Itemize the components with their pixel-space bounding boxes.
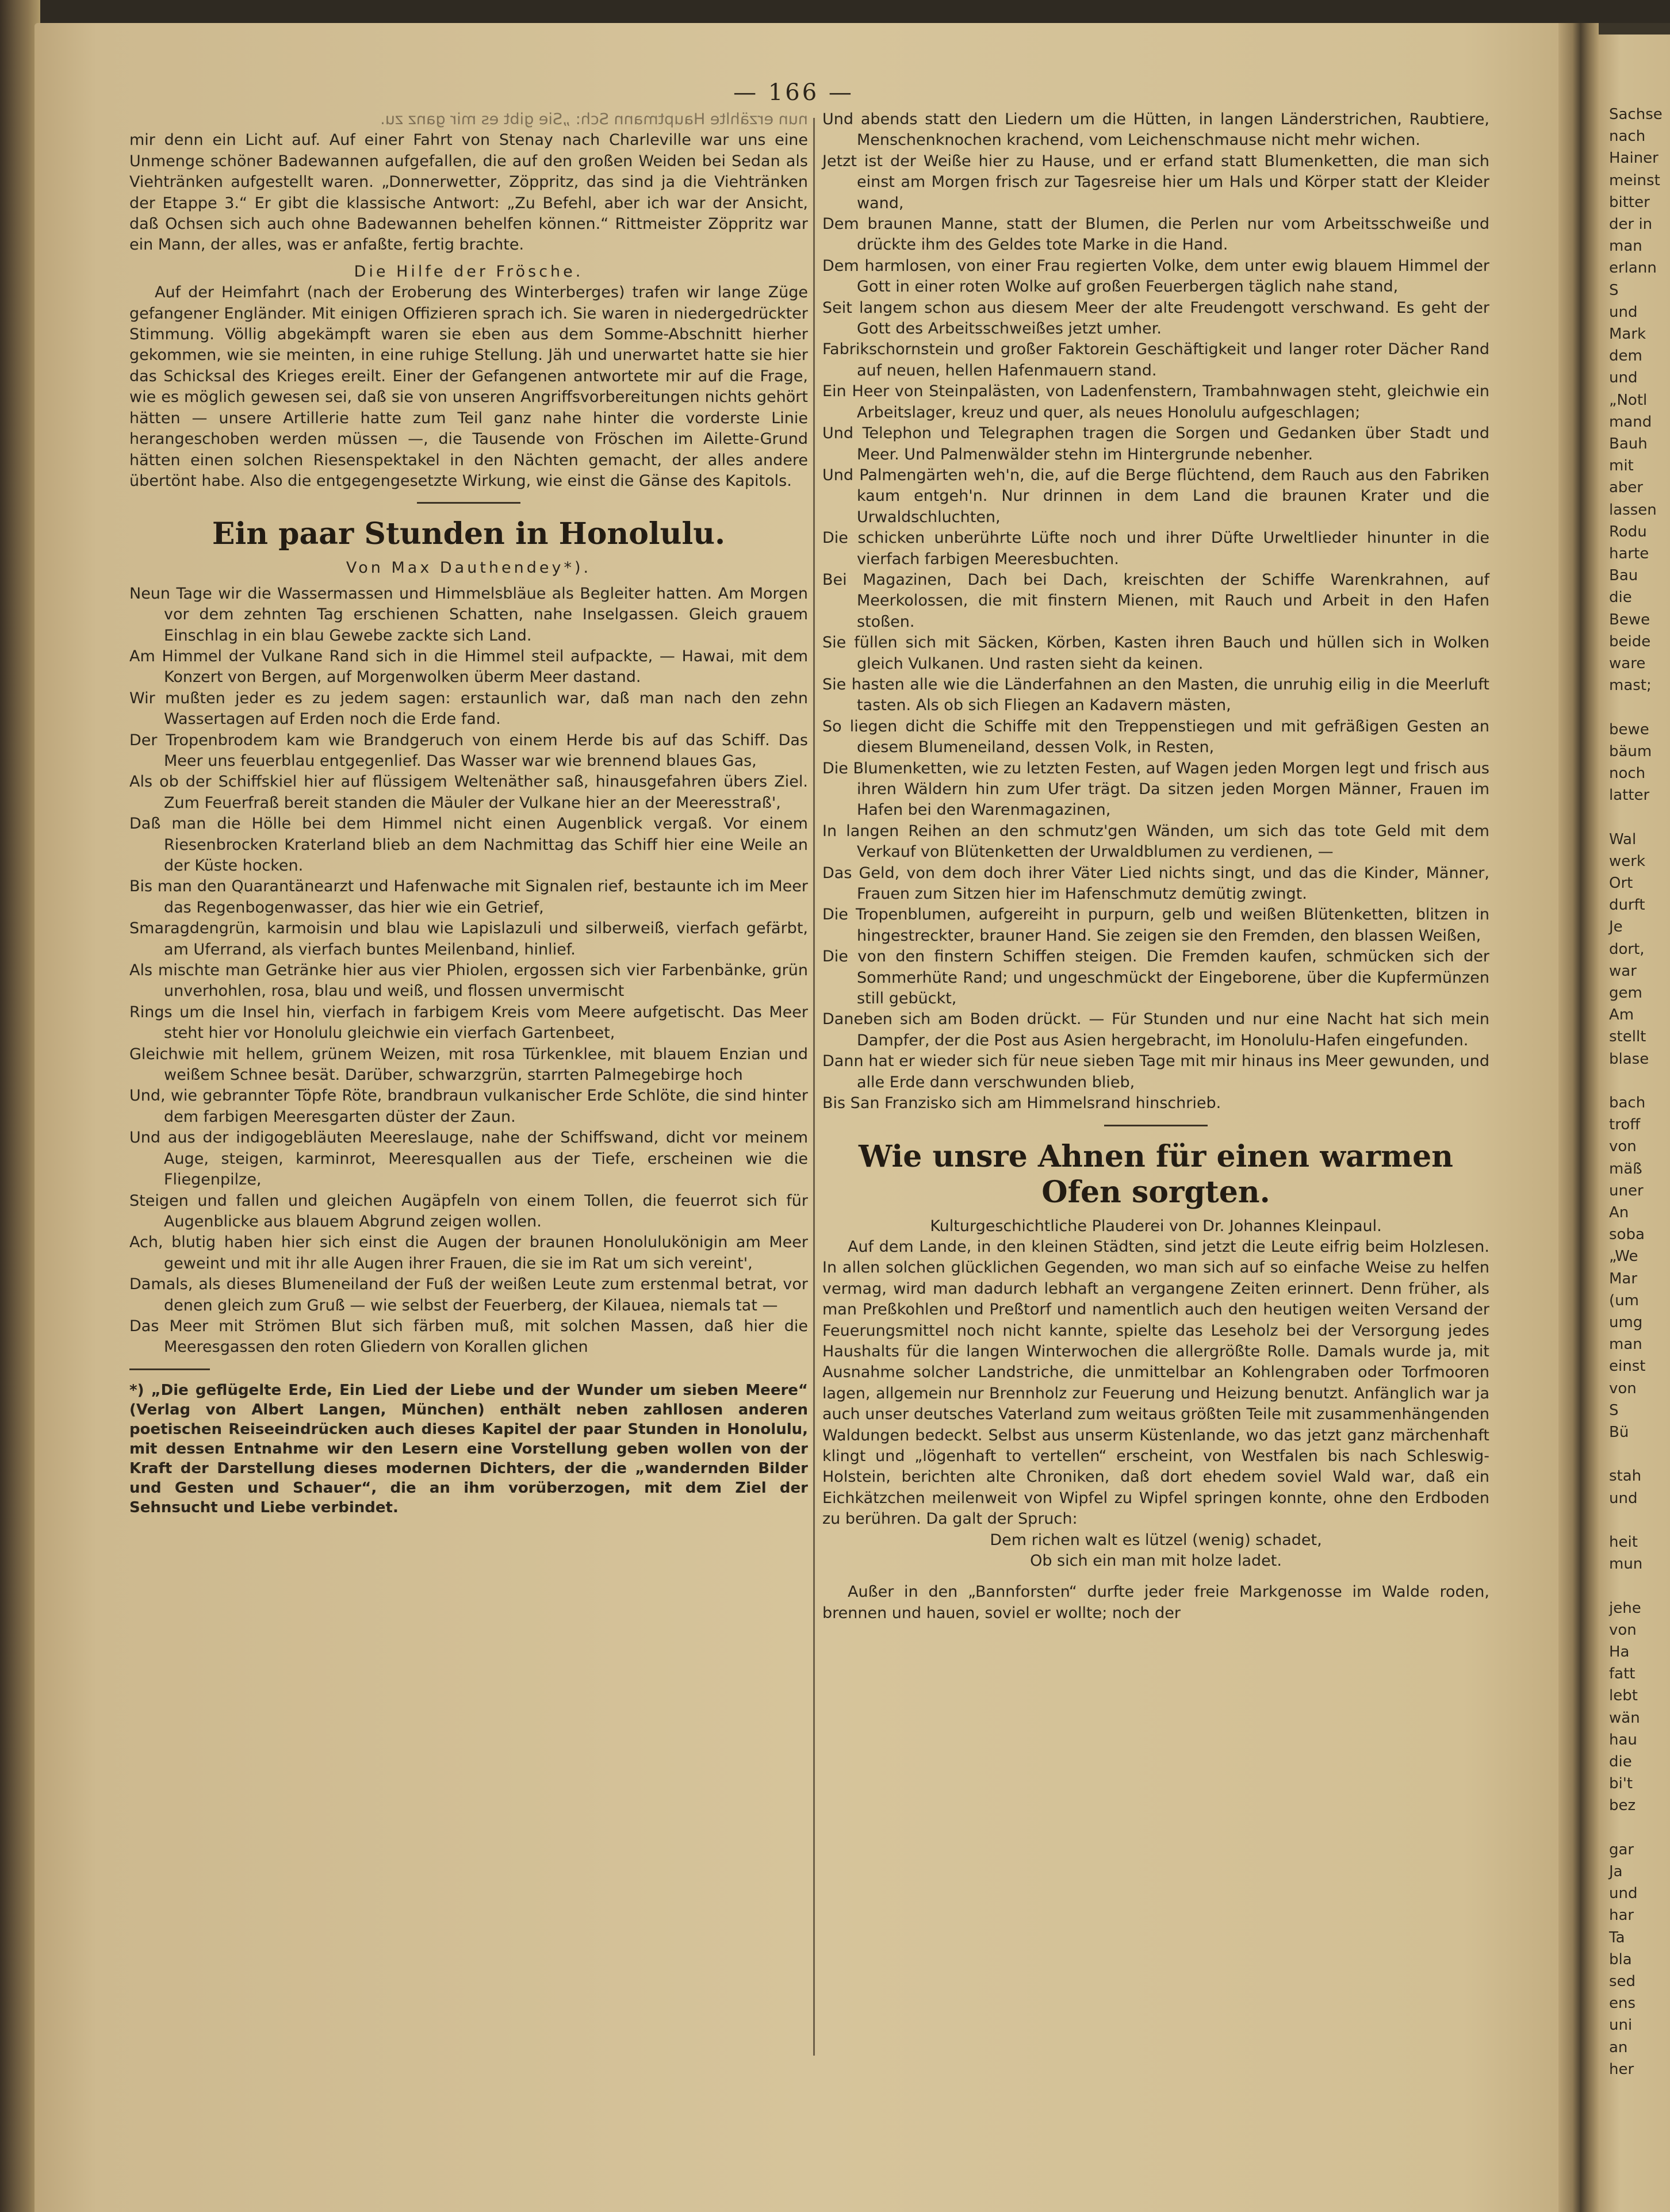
poem-stanza: Wir mußten jeder es zu jedem sagen: erstaunlich war, daß man nach den zehn Wassertagen auf Erden noch die Erde fand. <box>129 689 808 729</box>
next-page-fragment: man <box>1609 1336 1642 1354</box>
next-page-fragment: blase <box>1609 1050 1649 1068</box>
column-divider <box>813 118 815 2056</box>
next-page-fragment: Hainer <box>1609 149 1658 167</box>
poem-stanza: Dem harmlosen, von einer Frau regierten Volke, dem unter ewig blauem Himmel der Gott in einer roten Wolke auf großen Feuerbergen täglich nahe stand, <box>822 256 1489 296</box>
next-page-fragment: „We <box>1609 1248 1638 1266</box>
next-page-fragment: (um <box>1609 1291 1639 1309</box>
next-page-fragment: von <box>1609 1379 1637 1397</box>
poem-stanza: Die schicken unberührte Lüfte noch und ihrer Düfte Urweltlieder hinunter in die vierfach farbigen Meeresbuchten. <box>822 529 1489 568</box>
next-page-fragment: bla <box>1609 1950 1632 1968</box>
next-page-fragment: an <box>1609 2038 1628 2056</box>
next-page-fragment: einst <box>1609 1358 1646 1375</box>
next-page-fragment: mast; <box>1609 677 1652 695</box>
section-rule <box>417 502 520 504</box>
poem-stanza: Und Palmengärten weh'n, die, auf die Berge flüchtend, dem Rauch aus den Fabriken kaum entgeh'n. Nur drinnen in dem Land die braunen Krater und die Urwaldschluchten, <box>822 466 1489 526</box>
poem-stanza: Dann hat er wieder sich für neue sieben Tage mit mir hinaus ins Meer gewunden, und alle Erde dann verschwunden blieb, <box>822 1052 1489 1091</box>
next-page-fragment: Je <box>1609 918 1623 936</box>
next-page-fragment: Ort <box>1609 875 1633 892</box>
next-page-fragment: latter <box>1609 787 1650 804</box>
poem-stanza: Das Geld, von dem doch ihrer Väter Lied nichts singt, und das die Kinder, Männer, Frauen zum Sitzen hier im Hafenschmutz demütig zwingt. <box>822 864 1489 903</box>
footnote-rule <box>129 1368 210 1370</box>
poem-stanza: Das Meer mit Strömen Blut sich färben muß, mit solchen Massen, daß hier die Meeresgassen den roten Gliedern von Korallen glichen <box>129 1317 808 1356</box>
next-page-fragment: Mark <box>1609 325 1646 343</box>
next-page-fragment: Mar <box>1609 1270 1638 1287</box>
section-title: Die Hilfe der Frösche. <box>354 262 584 281</box>
next-page-fragment: uni <box>1609 2017 1633 2034</box>
next-page-fragment: erlann <box>1609 259 1657 277</box>
next-page-fragment: bäum <box>1609 742 1652 760</box>
poem-stanza: Und Telephon und Telegraphen tragen die Sorgen und Gedanken über Stadt und Meer. Und Palmenwälder stehn im Hintergrunde nebenher. <box>822 424 1489 463</box>
poem-stanza: Daß man die Hölle bei dem Himmel nicht einen Augenblick vergaß. Vor einem Riesenbrocken Kraterland blieb an dem Nachmittag das Schiff hier eine Weile an der Küste hocken. <box>129 815 808 875</box>
verse-line: Ob sich ein man mit holze ladet. <box>1030 1552 1282 1570</box>
poem-stanza: Ach, blutig haben hier sich einst die Augen der braunen Honolulukönigin am Meer geweint und mit ihr alle Augen ihrer Frauen, die sie im Rat um sich vereint', <box>129 1233 808 1272</box>
poem-stanza: Jetzt ist der Weiße hier zu Hause, und er erfand statt Blumenketten, die man sich einst am Morgen frisch zur Tagesreise hier um Hals und Körper statt der Kleider wand, <box>822 152 1489 212</box>
next-page-fragment: har <box>1609 1907 1634 1925</box>
next-page-fragment: und <box>1609 369 1638 387</box>
next-page-fragment: ware <box>1609 655 1646 672</box>
byline: Kulturgeschichtliche Plauderei von Dr. Johannes Kleinpaul. <box>930 1217 1382 1235</box>
next-page-fragment: und <box>1609 1489 1638 1507</box>
next-page-fragment: Ja <box>1609 1863 1623 1880</box>
next-page-fragment: der in <box>1609 216 1653 233</box>
next-page-fragment: bewe <box>1609 720 1649 738</box>
poem-stanza: Gleichwie mit hellem, grünem Weizen, mit rosa Türkenklee, mit blauem Enzian und weißem Schnee besät. Darüber, schwarzgrün, starrten Palmegebirge hoch <box>129 1045 808 1084</box>
byline: Von Max Dauthendey*). <box>346 559 592 577</box>
next-page-fragment: durft <box>1609 896 1645 914</box>
next-page-fragment: wän <box>1609 1709 1640 1727</box>
next-page-fragment: dem <box>1609 347 1642 365</box>
next-page-fragment: die <box>1609 589 1632 607</box>
next-page-fragment: gem <box>1609 984 1642 1002</box>
article-title-line2: Ofen sorgten. <box>1041 1174 1270 1210</box>
next-page-fragment: dort, <box>1609 940 1645 958</box>
next-page-fragment: „Notl <box>1609 391 1648 409</box>
poem-stanza: Neun Tage wir die Wassermassen und Himmelsbläue als Begleiter hatten. Am Morgen vor dem zehnten Tag erschienen Schatten, nahe Inselgassen. Gleich grauem Einschlag in ein blau Gewebe zackte sich Land. <box>129 584 808 645</box>
poem-stanza: Sie hasten alle wie die Länderfahnen an den Masten, die unruhig eilig in die Meerluft tasten. Als ob sich Fliegen an Kadavern mästen, <box>822 675 1489 715</box>
article-title-line1: Wie unsre Ahnen für einen warmen <box>859 1138 1453 1174</box>
next-page-fragment: mäß <box>1609 1160 1642 1178</box>
next-page-fragment: umg <box>1609 1314 1643 1331</box>
next-page-fragment: ens <box>1609 1995 1636 2012</box>
book-binding-top <box>35 0 1670 23</box>
next-page-fragment: war <box>1609 962 1637 980</box>
poem-stanza: Als ob der Schiffskiel hier auf flüssigem Weltenäther saß, hinausgefahren übers Ziel. Zum Feuerfraß bereit standen die Mäuler der Vulkane hier an der Meeresstraß', <box>129 773 808 812</box>
next-page-fragment: bitter <box>1609 193 1650 211</box>
next-page-fragment: Bewe <box>1609 611 1650 628</box>
next-page-fragment: fatt <box>1609 1665 1635 1683</box>
next-page-fragment: man <box>1609 237 1642 255</box>
poem-stanza: Rings um die Insel hin, vierfach in farbigem Kreis vom Meere aufgetischt. Das Meer steht hier vor Honolulu gleichwie ein vierfach Gartenbeet, <box>129 1003 808 1042</box>
poem-stanza: Damals, als dieses Blumeneiland der Fuß der weißen Leute zum erstenmal betrat, vor denen gleich zum Gruß — wie selbst der Feuerberg, der Kilauea, niemals tat — <box>129 1275 808 1314</box>
next-page-fragment: hau <box>1609 1731 1637 1749</box>
next-page-fragment: bach <box>1609 1094 1646 1111</box>
poem-stanza: Fabrikschornstein und großer Faktorein Geschäftigkeit und langer roter Dächer Rand auf neuen, hellen Hafenmauern stand. <box>822 340 1489 379</box>
next-page-fragment: soba <box>1609 1226 1645 1244</box>
poem-stanzas <box>129 584 808 1358</box>
poem-stanza: Bis San Franzisko sich am Himmelsrand hinschrieb. <box>822 1094 1221 1113</box>
next-page-fragment: meinst <box>1609 171 1660 189</box>
next-page-fragment: mun <box>1609 1555 1643 1573</box>
poem-stanzas-continued <box>822 109 1489 1114</box>
right-column <box>822 109 1489 1624</box>
poem-stanza: Bis man den Quarantänearzt und Hafenwache mit Signalen rief, bestaunte ich im Meer das Regenbogenwasser, das hier wie ein Getrief, <box>129 877 808 917</box>
article-rule <box>1104 1125 1208 1126</box>
poem-stanza: Am Himmel der Vulkane Rand sich in die Himmel steil aufpackte, — Hawai, mit dem Konzert von Bergen, auf Morgenwolken überm Meer dastand. <box>129 647 808 687</box>
next-page-fragment: die <box>1609 1753 1632 1770</box>
next-page-fragment: gar <box>1609 1841 1634 1858</box>
next-page-fragment: stah <box>1609 1467 1642 1485</box>
next-page-fragment: stellt <box>1609 1028 1646 1046</box>
next-page-fragment: S <box>1609 1401 1619 1419</box>
next-page-fragment: Bau <box>1609 567 1638 585</box>
poem-stanza: Daneben sich am Boden drückt. — Für Stunden und nur eine Nacht hat sich mein Dampfer, der die Post aus Asien hergebracht, im Honolulu-Hafen eingefunden. <box>822 1010 1489 1049</box>
next-page-fragment: aber <box>1609 479 1644 497</box>
book-gutter <box>1558 23 1599 2212</box>
next-page-fragment: von <box>1609 1138 1637 1156</box>
next-page-fragment: mit <box>1609 457 1634 475</box>
footnote: *) „Die geflügelte Erde, Ein Lied der Liebe und der Wunder um sieben Meere“ (Verlag von Albert Langen, München) enthält neben zahllosen anderen poetischen Reiseeindrücken auch dieses Kapitel der paar Stunden in Honolulu, mit dessen Entnahme wir den Lesern eine Vorstellung geben wollen von der Kraft der Darstellung dieses modernen Dichters, der die „wandernden Bilder und Gesten und Schauer“, die an ihm vorüberzogen, mit dem Ziel der Sehnsucht und Liebe verbindet. <box>129 1381 808 1516</box>
poem-stanza: Dem braunen Manne, statt der Blumen, die Perlen nur vom Arbeitsschweiße und drückte ihm des Geldes tote Marke in die Hand. <box>822 215 1489 254</box>
poem-stanza: Seit langem schon aus diesem Meer der alte Freudengott verschwand. Es geht der Gott des Arbeitsschweißes jetzt umher. <box>822 298 1489 338</box>
poem-stanza: Die Blumenketten, wie zu letzten Festen, auf Wagen jeden Morgen legt und frisch aus ihren Wäldern hin zum Ufer trägt. Da sitzen jeden Morgen Männer, Frauen im Hafen bei den Warenmagazinen, <box>822 759 1489 819</box>
next-page-fragment: jehe <box>1609 1599 1641 1617</box>
poem-stanza: Bei Magazinen, Dach bei Dach, kreischten der Schiffe Warenkrahnen, auf Meerkolossen, die mit finstern Mienen, mit Rauch und Arbeit in den Hafen stoßen. <box>822 570 1489 631</box>
next-page-fragment: Ha <box>1609 1643 1630 1661</box>
next-page-edge <box>1599 34 1670 2212</box>
next-page-fragment: von <box>1609 1621 1637 1639</box>
next-page-fragment: lassen <box>1609 501 1657 519</box>
poem-stanza: Smaragdengrün, karmoisin und blau wie Lapislazuli und silberweiß, vierfach gefärbt, am Uferrand, als vierfach buntes Meilenband, hinlief. <box>129 919 808 959</box>
next-page-fragment: her <box>1609 2060 1634 2078</box>
next-page-fragment: nach <box>1609 128 1646 145</box>
poem-stanza: Und, wie gebrannter Töpfe Röte, brandbraun vulkanischer Erde Schlöte, die sind hinter dem farbigen Meeresgarten düster der Zaun. <box>129 1087 808 1126</box>
poem-stanza: Und abends statt den Liedern um die Hütten, in langen Länderstrichen, Raubtiere, Menschenknochen krachend, vom Leichenschmause nicht mehr wichen. <box>822 110 1489 149</box>
left-column <box>129 109 808 1517</box>
poem-stanza: Ein Heer von Steinpalästen, von Ladenfenstern, Trambahnwagen steht, gleichwie ein Arbeitslager, kreuz und quer, als neues Honolulu aufgeschlagen; <box>822 382 1489 421</box>
next-page-fragment: Sachse <box>1609 106 1663 123</box>
article-paragraph: Auf dem Lande, in den kleinen Städten, sind jetzt die Leute eifrig beim Holzlesen. In allen solchen glücklichen Gegenden, wo man sich auf so einfache Weise zu helfen vermag, wird man dadurch lebhaft an vergangene Zeiten erinnert. Denn früher, als man Preßkohlen und Preßtorf und namentlich auch den heutigen weiten Versand der Feuerungsmittel noch nicht kannte, spielte das Leseholz bei der Versorgung jedes Haushalts für die langen Winterwochen die allergrößte Rolle. Damals wurde ja, mit Ausnahme solcher Landstriche, die unmittelbar an Kohlengraben oder Torfmooren lagen, allgemein nur Brennholz zur Feuerung und Heizung benutzt. Anfänglich war ja auch unser deutsches Vaterland zum weitaus größten Teile mit zusammenhängenden Waldungen bedeckt. Selbst aus unserm Küstenlande, wo das jetzt ganz märchenhaft klingt und „lögenhaft to vertellen“ erscheint, von Westfalen bis nach Schleswig-Holstein, berichten alte Chroniken, daß dort ehedem soviel Wald war, daß ein Eichkätzchen meilenweit von Wipfel zu Wipfel springen konnte, ohne den Erdboden zu berühren. Da galt der Spruch: <box>822 1237 1489 1528</box>
next-page-fragment: und <box>1609 303 1638 321</box>
next-page-fragment: bez <box>1609 1797 1636 1815</box>
next-page-fragment: lebt <box>1609 1687 1638 1705</box>
next-page-fragment: werk <box>1609 852 1646 870</box>
article-paragraph: Außer in den „Bannforsten“ durfte jeder freie Markgenosse im Walde roden, brennen und hauen, soviel er wollte; noch der <box>822 1583 1489 1622</box>
page-number: — 166 — <box>733 79 854 106</box>
poem-stanza: In langen Reihen an den schmutz'gen Wänden, um sich das tote Geld mit dem Verkauf von Blütenketten der Urwaldblumen zu verdienen, — <box>822 822 1489 861</box>
poem-stanza: Als mischte man Getränke hier aus vier Phiolen, ergossen sich vier Farbenbänke, grün unverhohlen, rosa, blau und weiß, und flossen unvermischt <box>129 961 808 1000</box>
poem-stanza: Die von den finstern Schiffen steigen. Die Fremden kaufen, schmücken sich der Sommerhüte Rand; und ungeschmückt der Eingeborene, über die Kupfermünzen still gebückt, <box>822 948 1489 1008</box>
next-page-fragment: Wal <box>1609 830 1637 848</box>
next-page-fragment: Bauh <box>1609 435 1648 453</box>
article-title: Ein paar Stunden in Honolulu. <box>212 516 726 552</box>
intro-paragraph: mir denn ein Licht auf. Auf einer Fahrt von Stenay nach Charleville war uns eine Unmenge schöner Badewannen aufgefallen, die auf den großen Weiden bei Sedan als Viehtränken aufgestellt waren. „Donnerwetter, Zöppritz, das sind ja die Viehtränken der Etappe 3.“ Er gibt die klassische Antwort: „Zu Befehl, aber ich war der Ansicht, daß Ochsen sich auch ohne Badewannen behelfen können.“ Rittmeister Zöppritz war ein Mann, der alles, was er anfaßte, fertig brachte. <box>129 131 808 254</box>
section-paragraph: Auf der Heimfahrt (nach der Eroberung des Winterberges) trafen wir lange Züge gefangener Engländer. Mit einigen Offizieren sprach ich. Sie waren in niedergedrückter Stimmung. Völlig abgekämpft waren sie eben aus dem Somme-Abschnitt hierher gekommen, wie sie meinten, in eine ruhige Stellung. Jäh und unerwartet hatte sie hier das Schicksal des Krieges ereilt. Einer der Gefangenen antwortete mir auf die Frage, wie es möglich gewesen sei, daß sie von unseren Angriffsvorbereitungen nichts gehört hätten — unsere Artillerie hatte zum Teil ganz nahe hinter die vorderste Linie herangeschoben werden müssen —, die Tausende von Fröschen im Ailette-Grund hätten einen solchen Riesenspektakel in den Nächten gemacht, der alles andere übertönt habe. Also die entgegengesetzte Wirkung, wie einst die Gänse des Kapitols. <box>129 283 808 490</box>
bleed-through-text: nun erzählte Hauptmann Sch: „Sie gibt es mir ganz zu. <box>380 110 808 128</box>
verse-line: Dem richen walt es lützel (wenig) schadet, <box>990 1531 1322 1549</box>
next-page-fragment: noch <box>1609 765 1646 782</box>
next-page-fragment: Am <box>1609 1006 1634 1024</box>
next-page-fragment: bi't <box>1609 1775 1633 1793</box>
next-page-fragment: Ta <box>1609 1929 1625 1946</box>
poem-stanza: Die Tropenblumen, aufgereiht in purpurn, gelb und weißen Blütenketten, blitzen in hingestreckter, brauner Hand. Sie zeigen sie den Fremden, den blassen Weißen, <box>822 906 1489 945</box>
next-page-fragment: An <box>1609 1204 1629 1221</box>
poem-stanza: Sie füllen sich mit Säcken, Körben, Kasten ihren Bauch und hüllen sich in Wolken gleich Vulkanen. Und rasten sieht da keinen. <box>822 634 1489 673</box>
poem-stanza: So liegen dicht die Schiffe mit den Treppenstiegen und mit gefräßigen Gesten an diesem Blumeneiland, dessen Volk, in Resten, <box>822 717 1489 757</box>
poem-stanza: Steigen und fallen und gleichen Augäpfeln von einem Tollen, die feuerrot sich für Augenblicke aus blauem Abgrund zeigen wollen. <box>129 1191 808 1230</box>
next-page-fragment: harte <box>1609 545 1649 562</box>
next-page-fragment: mand <box>1609 413 1652 431</box>
poem-stanza: Der Tropenbrodem kam wie Brandgeruch von einem Herde bis auf das Schiff. Das Meer uns feuerblau entgegenlief. Das Wasser war wie brennend blaues Gas, <box>129 731 808 770</box>
next-page-fragment: Rodu <box>1609 523 1647 540</box>
poem-stanza: Und aus der indigogebläuten Meereslauge, nahe der Schiffswand, dicht vor meinem Auge, steigen, karminrot, Meeresquallen aus der Tiefe, erscheinen wie die Fliegenpilze, <box>129 1129 808 1189</box>
next-page-fragment: sed <box>1609 1973 1636 1990</box>
next-page-fragment: heit <box>1609 1534 1638 1551</box>
next-page-fragment: Bü <box>1609 1424 1629 1441</box>
next-page-fragment: S <box>1609 281 1619 299</box>
next-page-fragment: uner <box>1609 1182 1644 1199</box>
next-page-fragment: beide <box>1609 632 1651 650</box>
next-page-fragment: troff <box>1609 1116 1641 1134</box>
next-page-fragment: und <box>1609 1885 1638 1903</box>
